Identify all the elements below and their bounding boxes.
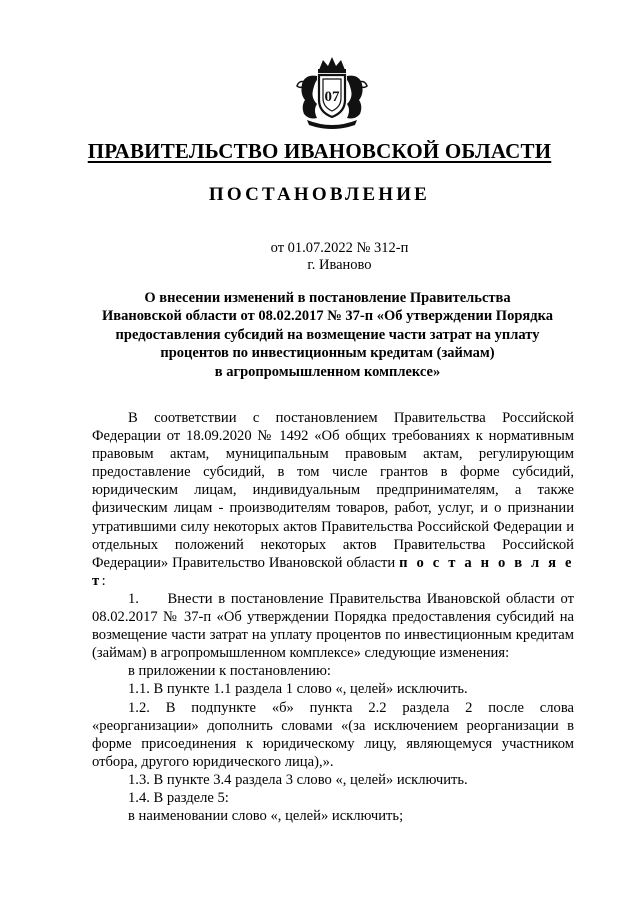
government-title-text: ПРАВИТЕЛЬСТВО ИВАНОВСКОЙ ОБЛАСТИ xyxy=(87,139,552,163)
subject-line: процентов по инвестиционным кредитам (займам) xyxy=(160,345,495,362)
document-subject xyxy=(95,289,560,381)
resolves-word: п о с т а н о в л я е т xyxy=(92,554,575,589)
preamble-paragraph xyxy=(92,409,574,590)
preamble-text: В соответствии с постановлением Правительства Российской Федерации от 18.09.2020 № 1492 «Об общих требованиях к нормативным правовым актам, муниципальным правовым актам, регулирующим предоставление субсидий, в том числе грантов в форме субсидий, юридическим лицам, индивидуальным предпринимателям, а также физическим лицам - производителям товаров, работ, услуг, и о признании утратившими силу некоторых актов Правительства Российской Федерации и отдельных положений некоторых актов Правительства Российской Федерации» Правительство Ивановской области xyxy=(92,410,574,571)
government-title xyxy=(0,139,639,164)
item-1-intro: в приложении к постановлению: xyxy=(128,663,331,680)
document-meta xyxy=(0,240,639,274)
item-1-4: 1.4. В разделе 5: xyxy=(128,789,229,806)
document-type: ПОСТАНОВЛЕНИЕ xyxy=(208,184,431,205)
item-1-3: 1.3. В пункте 3.4 раздела 3 слово «, целей» исключить. xyxy=(128,771,468,788)
coat-of-arms-icon xyxy=(293,54,371,132)
resolves-colon: : xyxy=(101,572,106,589)
emblem-text: 07 xyxy=(324,89,340,105)
subject-line: О внесении изменений в постановление Правительства xyxy=(144,290,511,306)
document-body xyxy=(92,409,574,825)
city: г. Иваново xyxy=(307,257,372,273)
item-1: 1. Внести в постановление Правительства Ивановской области от 08.02.2017 № 37-п «Об утверждении Порядка предоставления субсидий на возмещение части затрат на уплату процентов по инвестиционным кредитам (займам) в агропромышленном комплексе» следующие изменения: xyxy=(92,590,574,662)
subject-line: в агропромышленном комплексе» xyxy=(214,363,441,380)
subject-line: Ивановской области от 08.02.2017 № 37-п «Об утверждении Порядка xyxy=(102,308,553,325)
item-1-2: 1.2. В подпункте «б» пункта 2.2 раздела 2 после слова «реорганизации» дополнить словами «(за исключением реорганизации в форме присоединения к юридическому лицу, являющемуся участником отбора, другого юридического лица),». xyxy=(92,699,574,770)
item-1-4-a: в наименовании слово «, целей» исключить; xyxy=(128,808,404,825)
date-number: от 01.07.2022 № 312-п xyxy=(270,240,409,256)
subject-line: предоставления субсидий на возмещение части затрат на уплату xyxy=(115,326,540,343)
item-1-1: 1.1. В пункте 1.1 раздела 1 слово «, целей» исключить. xyxy=(128,681,468,698)
